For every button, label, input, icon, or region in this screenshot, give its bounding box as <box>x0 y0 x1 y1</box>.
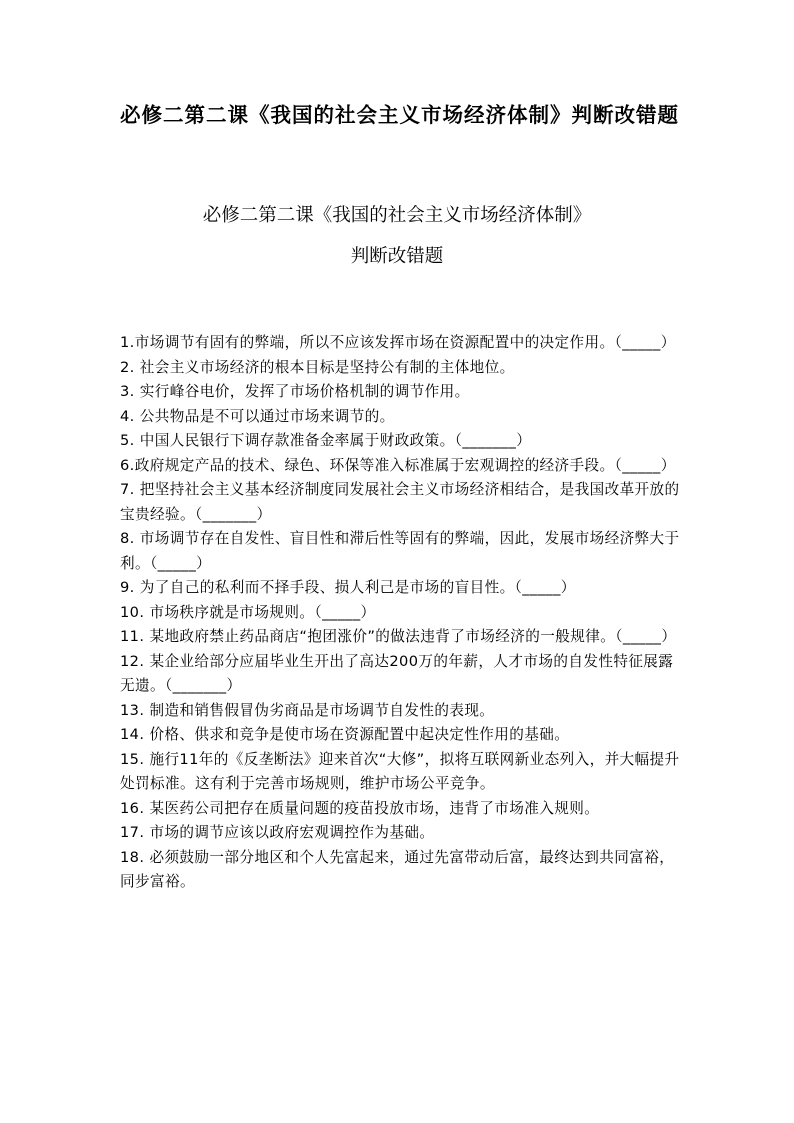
question-item: 7. 把坚持社会主义基本经济制度同发展社会主义市场经济相结合，是我国改革开放的宝贵经验。（_______） <box>120 481 680 523</box>
question-item: 8. 市场调节存在自发性、盲目性和滞后性等固有的弊端，因此，发展市场经济弊大于利。（_____） <box>120 530 680 572</box>
document-heading: 必修二第二课《我国的社会主义市场经济体制》判断改错题 <box>120 103 679 127</box>
question-item: 1.市场调节有固有的弊端，所以不应该发挥市场在资源配置中的决定作用。（_____） <box>120 334 676 351</box>
question-item: 4. 公共物品是不可以通过市场来调节的。 <box>120 407 395 425</box>
question-item: 12. 某企业给部分应届毕业生开出了高达200万的年薪，人才市场的自发性特征展露无遗。（_______） <box>120 652 674 694</box>
subtitle-line-2: 判断改错题 <box>350 246 444 267</box>
question-list <box>120 331 680 895</box>
question-item: 5. 中国人民银行下调存款准备金率属于财政政策。（_______） <box>120 432 532 449</box>
subtitle-line-1: 必修二第二课《我国的社会主义市场经济体制》 <box>202 205 592 226</box>
question-item: 16. 某医药公司把存在质量问题的疫苗投放市场，违背了市场准入规则。 <box>120 799 600 817</box>
question-item: 6.政府规定产品的技术、绿色、环保等准入标准属于宏观调控的经济手段。（_____） <box>120 456 676 474</box>
question-item: 9. 为了自己的私利而不择手段、损人利己是市场的盲目性。（_____） <box>120 579 576 596</box>
question-item: 2. 社会主义市场经济的根本目标是坚持公有制的主体地位。 <box>120 358 515 376</box>
question-item: 17. 市场的调节应该以政府宏观调控作为基础。 <box>120 824 435 841</box>
question-item: 15. 施行11年的《反垄断法》迎来首次“大修”，拟将互联网新业态列入，并大幅提升处罚标准。这有利于完善市场规则，维护市场公平竞争。 <box>120 750 680 792</box>
question-item: 11. 某地政府禁止药品商店“抱团涨价”的做法违背了市场经济的一般规律。（_____） <box>120 628 677 645</box>
question-item: 3. 实行峰谷电价，发挥了市场价格机制的调节作用。 <box>120 383 470 400</box>
question-item: 14. 价格、供求和竞争是使市场在资源配置中起决定性作用的基础。 <box>120 726 570 743</box>
question-item: 10. 市场秩序就是市场规则。（_____） <box>120 603 376 621</box>
question-item: 18. 必须鼓励一部分地区和个人先富起来，通过先富带动后富，最终达到共同富裕，同步富裕。 <box>120 848 675 890</box>
question-item: 13. 制造和销售假冒伪劣商品是市场调节自发性的表现。 <box>120 701 495 719</box>
